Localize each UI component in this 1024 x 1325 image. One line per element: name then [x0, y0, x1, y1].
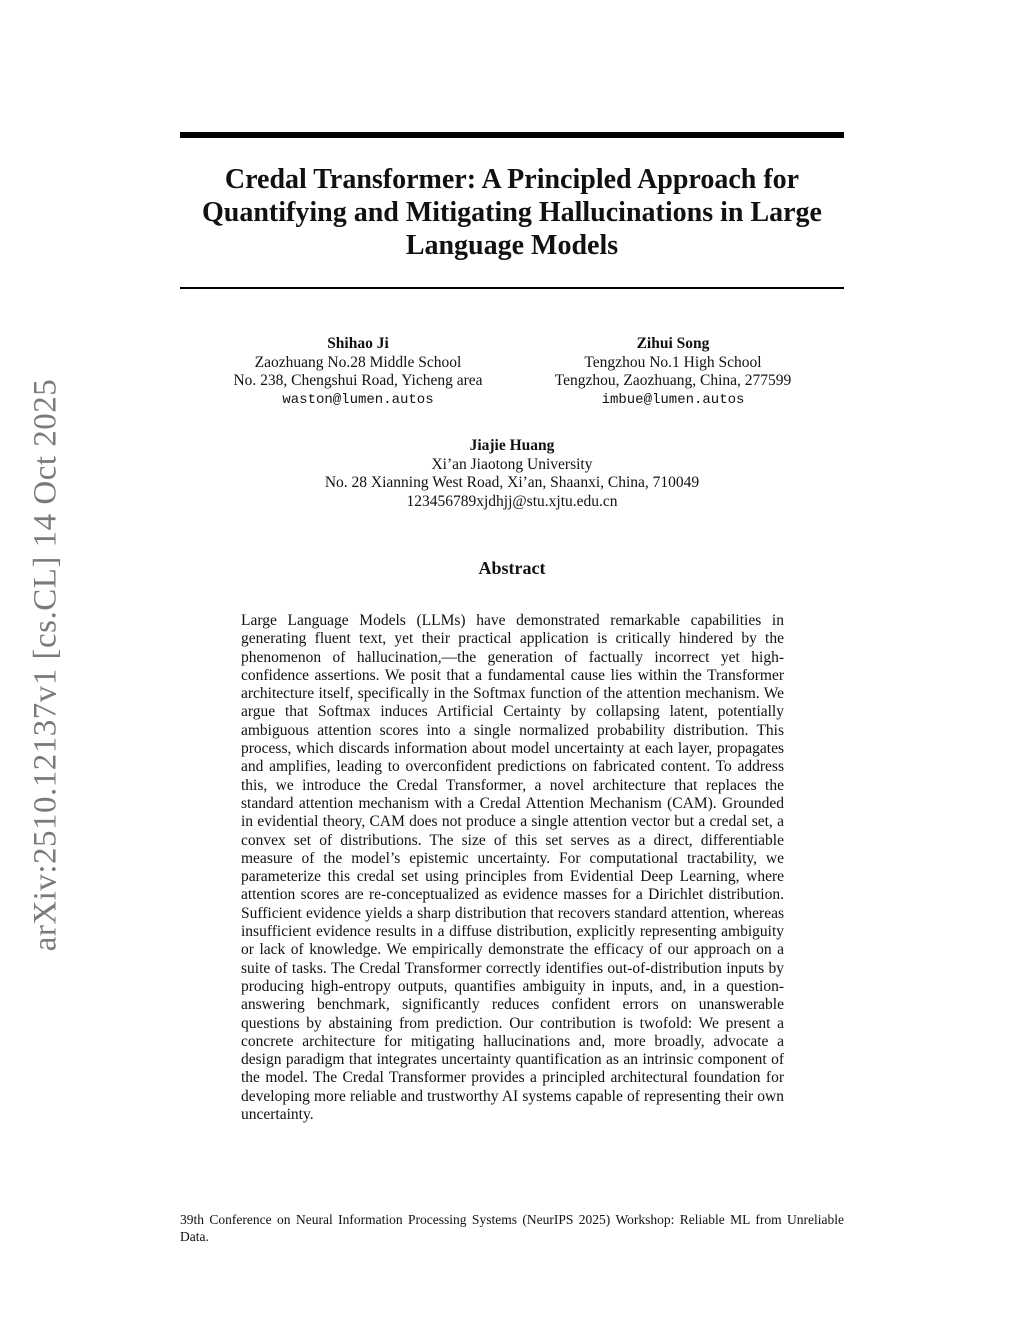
arxiv-identifier: arXiv:2510.12137v1 [cs.CL] 14 Oct 2025: [27, 378, 64, 952]
author-email: imbue@lumen.autos: [601, 391, 745, 408]
author-address: No. 28 Xianning West Road, Xi’an, Shaanxi, China, 710049: [324, 474, 700, 491]
author-affiliation: Zaozhuang No.28 Middle School: [254, 353, 462, 371]
author-name: Zihui Song: [636, 335, 710, 352]
abstract-text: Large Language Models (LLMs) have demonstrated remarkable capabilities in generating fluent text, yet their practical application is critically hindered by the phenomenon of hallucination,—the generation of factually incorrect yet high-confidence assertions. We posit that a fundamental cause lies within the Transformer architecture itself, specifically in the Softmax function of the attention mechanism. We argue that Softmax induces Artificial Certainty by collapsing latent, potentially ambiguous attention scores into a single normalized probability distribution. This process, which discards information about model uncertainty at each layer, propagates and amplifies, leading to overconfident predictions on fabricated content. To address this, we introduce the Credal Transformer, a novel architecture that replaces the standard attention mechanism with a Credal Attention Mechanism (CAM). Grounded in evidential theory, CAM does not produce a single attention vector but a credal set, a convex set of distributions. The size of this set serves as a direct, differentiable measure of the model’s epistemic uncertainty. For computational tractability, we parameterize this credal set using principles from Evidential Deep Learning, where attention scores are re-conceptualized as evidence masses for a Dirichlet distribution. Sufficient evidence yields a sharp distribution that recovers standard attention, whereas insufficient evidence results in a diffuse distribution, explicitly representing ambiguity or lack of knowledge. We empirically demonstrate the efficacy of our approach on a suite of tasks. The Credal Transformer correctly identifies out-of-distribution inputs by producing high-entropy outputs, quantifies ambiguity in inputs, and, in a question-answering benchmark, significantly reduces confident errors on unanswerable questions by abstaining from prediction. Our contribution is twofold: We present a concrete architecture for mitigating hallucinations and, more broadly, advocate a design paradigm that integrates uncertainty quantification as an intrinsic component of the model. The Credal Transformer provides a principled architectural foundation for developing more reliable and trustworthy AI systems capable of representing their own uncertainty.: [241, 612, 784, 1124]
author-email: waston@lumen.autos: [282, 391, 434, 408]
author-block: [205, 335, 511, 409]
conference-footnote: 39th Conference on Neural Information Processing Systems (NeurIPS 2025) Workshop: Reliable ML from Unreliable Data.: [180, 1212, 844, 1244]
title-top-rule: [180, 132, 844, 138]
author-affiliation: Xi’an Jiaotong University: [431, 455, 593, 473]
author-name: Jiajie Huang: [469, 437, 555, 454]
title-bottom-rule: [180, 287, 844, 289]
author-affiliation: Tengzhou No.1 High School: [584, 353, 762, 371]
author-block: [262, 437, 762, 511]
author-address: Tengzhou, Zaozhuang, China, 277599: [554, 372, 792, 389]
author-address: No. 238, Chengshui Road, Yicheng area: [233, 372, 483, 389]
abstract-heading: Abstract: [478, 558, 546, 578]
author-block: [530, 335, 816, 409]
author-name: Shihao Ji: [327, 335, 389, 352]
author-email: 123456789xjdhjj@stu.xjtu.edu.cn: [406, 492, 618, 510]
paper-title: Credal Transformer: A Principled Approach for Quantifying and Mitigating Hallucinations in Large Language Models: [202, 164, 822, 261]
